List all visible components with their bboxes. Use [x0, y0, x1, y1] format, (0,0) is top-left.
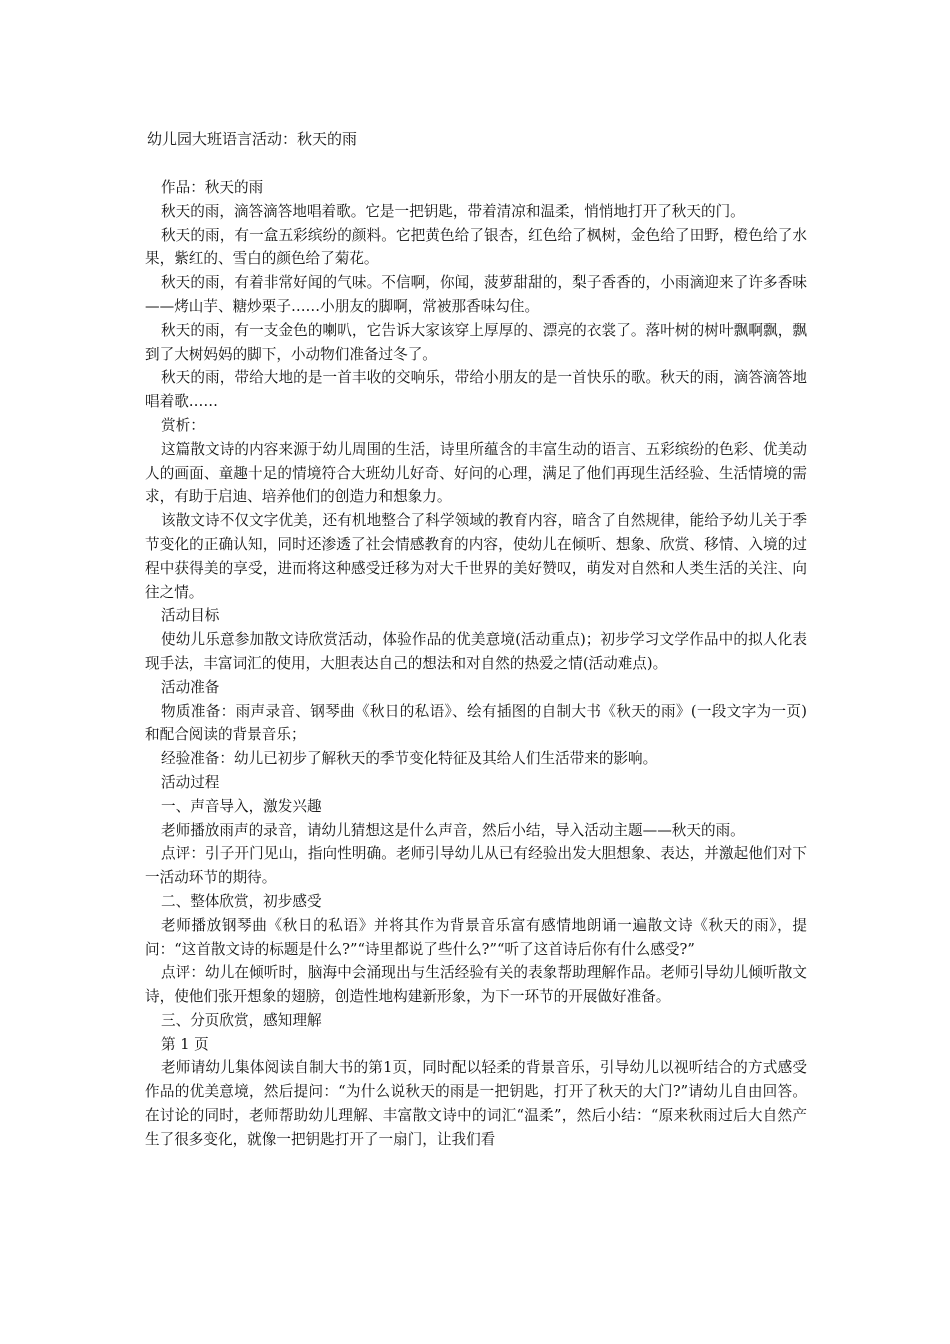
- paragraph-step-2: 老师播放钢琴曲《秋日的私语》并将其作为背景音乐富有感情地朗诵一遍散文诗《秋天的雨》，提问：“这首散文诗的标题是什么?”“诗里都说了些什么?”“听了这首诗后你有什么感受?”: [145, 916, 807, 958]
- document-title: 幼儿园大班语言活动：秋天的雨: [147, 130, 358, 148]
- paragraph-poem-1: 秋天的雨，滴答滴答地唱着歌。它是一把钥匙，带着清凉和温柔，悄悄地打开了秋天的门。: [161, 202, 745, 220]
- paragraph-step-1: 老师播放雨声的录音，请幼儿猜想这是什么声音，然后小结，导入活动主题——秋天的雨。: [161, 821, 745, 839]
- paragraph-work-heading: 作品：秋天的雨: [161, 179, 264, 196]
- paragraph-prep-heading: 活动准备: [161, 678, 220, 696]
- paragraph-analysis-heading: 赏析：: [161, 416, 205, 434]
- paragraph-step-1-comment: 点评：引子开门见山，指向性明确。老师引导幼儿从已有经验出发大胆想象、表达，并激起他们对下一活动环节的期待。: [145, 845, 807, 887]
- paragraph-goals-heading: 活动目标: [161, 607, 220, 625]
- paragraph-process-heading: 活动过程: [161, 773, 220, 791]
- paragraph-prep-material: 物质准备：雨声录音、钢琴曲《秋日的私语》、绘有插图的自制大书《秋天的雨》(一段文字为一页)和配合阅读的背景音乐；: [145, 702, 807, 744]
- document-body: [145, 176, 807, 1152]
- paragraph-analysis-2: 该散文诗不仅文字优美，还有机地整合了科学领域的教育内容，暗含了自然规律，能给予幼儿关于季节变化的正确认知，同时还渗透了社会情感教育的内容，使幼儿在倾听、想象、欣赏、移情、入境的过程中获得美的享受，进而将这种感受迁移为对大千世界的美好赞叹，萌发对自然和人类生活的关注、向往之情。: [145, 512, 807, 601]
- paragraph-step-1-heading: 一、声音导入，激发兴趣: [161, 797, 322, 815]
- paragraph-goals: 使幼儿乐意参加散文诗欣赏活动，体验作品的优美意境(活动重点)；初步学习文学作品中的拟人化表现手法，丰富词汇的使用，大胆表达自己的想法和对自然的热爱之情(活动难点)。: [145, 631, 807, 672]
- paragraph-poem-4: 秋天的雨，有一支金色的喇叭，它告诉大家该穿上厚厚的、漂亮的衣裳了。落叶树的树叶飘啊飘，飘到了大树妈妈的脚下，小动物们准备过冬了。: [145, 321, 807, 363]
- paragraph-prep-experience: 经验准备：幼儿已初步了解秋天的季节变化特征及其给人们生活带来的影响。: [161, 750, 658, 768]
- paragraph-poem-2: 秋天的雨，有一盒五彩缤纷的颜料。它把黄色给了银杏，红色给了枫树，金色给了田野，橙色给了水果，紫红的、雪白的颜色给了菊花。: [145, 226, 807, 268]
- paragraph-analysis-1: 这篇散文诗的内容来源于幼儿周围的生活，诗里所蕴含的丰富生动的语言、五彩缤纷的色彩、优美动人的画面、童趣十足的情境符合大班幼儿好奇、好问的心理，满足了他们再现生活经验、生活情境的需求，有助于启迪、培养他们的创造力和想象力。: [145, 440, 807, 506]
- paragraph-step-3-heading: 三、分页欣赏，感知理解: [161, 1011, 322, 1029]
- paragraph-step-2-heading: 二、整体欣赏，初步感受: [161, 892, 322, 910]
- paragraph-page-1: 老师请幼儿集体阅读自制大书的第1页，同时配以轻柔的背景音乐，引导幼儿以视听结合的方式感受作品的优美意境，然后提问：“为什么说秋天的雨是一把钥匙，打开了秋天的大门?”请幼儿自由回答。在讨论的同时，老师帮助幼儿理解、丰富散文诗中的词汇“温柔”，然后小结：“原来秋雨过后大自然产生了很多变化，就像一把钥匙打开了一扇门，让我们看: [145, 1059, 807, 1148]
- paragraph-poem-3: 秋天的雨，有着非常好闻的气味。不信啊，你闻，菠萝甜甜的，梨子香香的，小雨滴迎来了许多香味——烤山芋、糖炒栗子……小朋友的脚啊，常被那香味勾住。: [145, 274, 807, 315]
- paragraph-poem-5: 秋天的雨，带给大地的是一首丰收的交响乐，带给小朋友的是一首快乐的歌。秋天的雨，滴答滴答地唱着歌……: [145, 369, 807, 411]
- paragraph-step-2-comment: 点评：幼儿在倾听时，脑海中会涌现出与生活经验有关的表象帮助理解作品。老师引导幼儿倾听散文诗，使他们张开想象的翅膀，创造性地构建新形象，为下一环节的开展做好准备。: [145, 964, 807, 1006]
- paragraph-page-1-heading: 第 1 页: [161, 1035, 209, 1053]
